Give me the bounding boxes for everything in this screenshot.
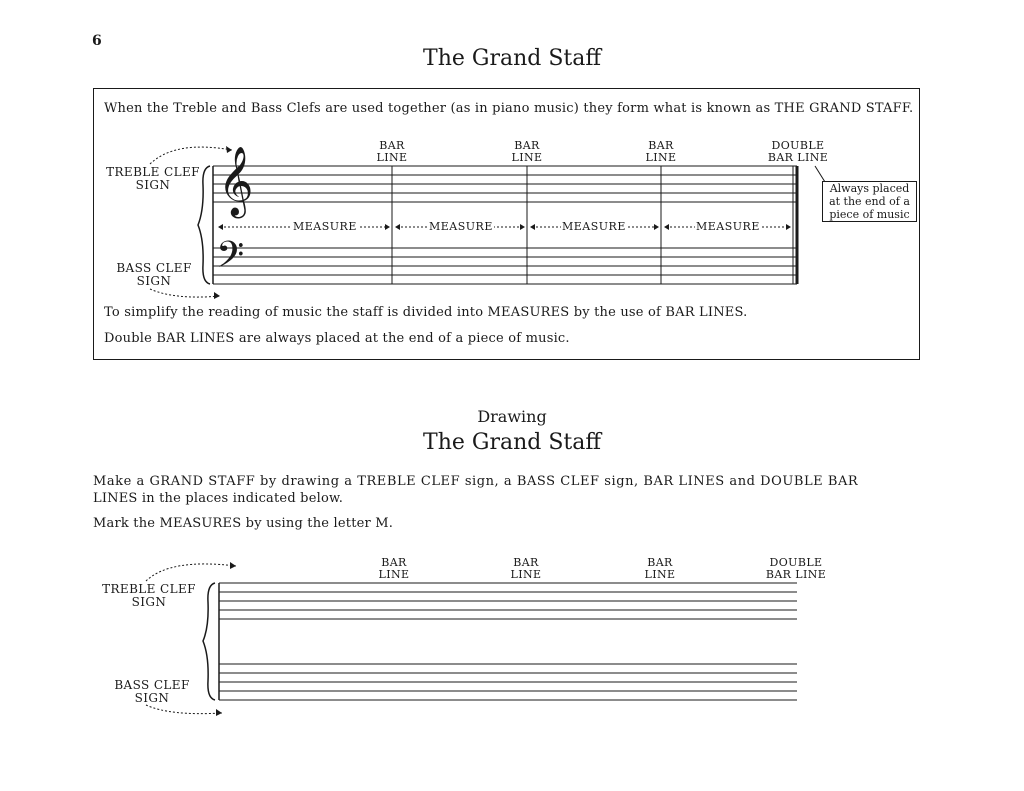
section-title: The Grand Staff xyxy=(423,430,601,455)
treble-clef-icon: 𝄞 xyxy=(218,146,254,216)
measure-label-1: MEASURE xyxy=(293,220,357,233)
section-subtitle: Drawing xyxy=(477,407,547,426)
bass-clef-sign-label: BASS CLEF SIGN xyxy=(116,261,192,288)
instruction-line-3: Mark the MEASURES by using the letter M. xyxy=(93,516,394,531)
treble-clef-placeholder-label: TREBLE CLEF SIGN xyxy=(102,582,196,609)
measure-label-4: MEASURE xyxy=(696,220,760,233)
page-number: 6 xyxy=(92,33,102,49)
measure-label-2: MEASURE xyxy=(429,220,493,233)
treble-clef-sign-label: TREBLE CLEF SIGN xyxy=(106,165,200,192)
bar-line-label-2: BAR LINE xyxy=(511,139,543,164)
bar-line-label-1: BAR LINE xyxy=(376,139,408,164)
bass-clef-icon: 𝄢 xyxy=(216,234,245,285)
double-bar-line-label: DOUBLE BAR LINE xyxy=(767,139,829,164)
double-bar-explanation: Double BAR LINES are always placed at the end of a piece of music. xyxy=(104,331,570,346)
double-bar-note: Always placed at the end of a piece of music xyxy=(822,181,917,222)
instruction-line-2: LINES in the places indicated below. xyxy=(93,491,344,506)
page-title: The Grand Staff xyxy=(423,46,601,71)
bar-line-placeholder-label-1: BAR LINE xyxy=(378,556,410,581)
bar-line-placeholder-label-3: BAR LINE xyxy=(644,556,676,581)
bar-line-label-3: BAR LINE xyxy=(645,139,677,164)
bar-line-placeholder-label-2: BAR LINE xyxy=(510,556,542,581)
measures-explanation: To simplify the reading of music the staff is divided into MEASURES by the use of BAR LINES. xyxy=(104,305,748,320)
double-bar-line-placeholder-label: DOUBLE BAR LINE xyxy=(765,556,827,581)
instruction-line-1: Make a GRAND STAFF by drawing a TREBLE CLEF sign, a BASS CLEF sign, BAR LINES and DOUBLE BAR xyxy=(93,474,859,489)
measure-label-3: MEASURE xyxy=(562,220,626,233)
bass-clef-placeholder-label: BASS CLEF SIGN xyxy=(114,678,190,705)
intro-text: When the Treble and Bass Clefs are used together (as in piano music) they form what is known as THE GRAND STAFF. xyxy=(104,101,914,116)
